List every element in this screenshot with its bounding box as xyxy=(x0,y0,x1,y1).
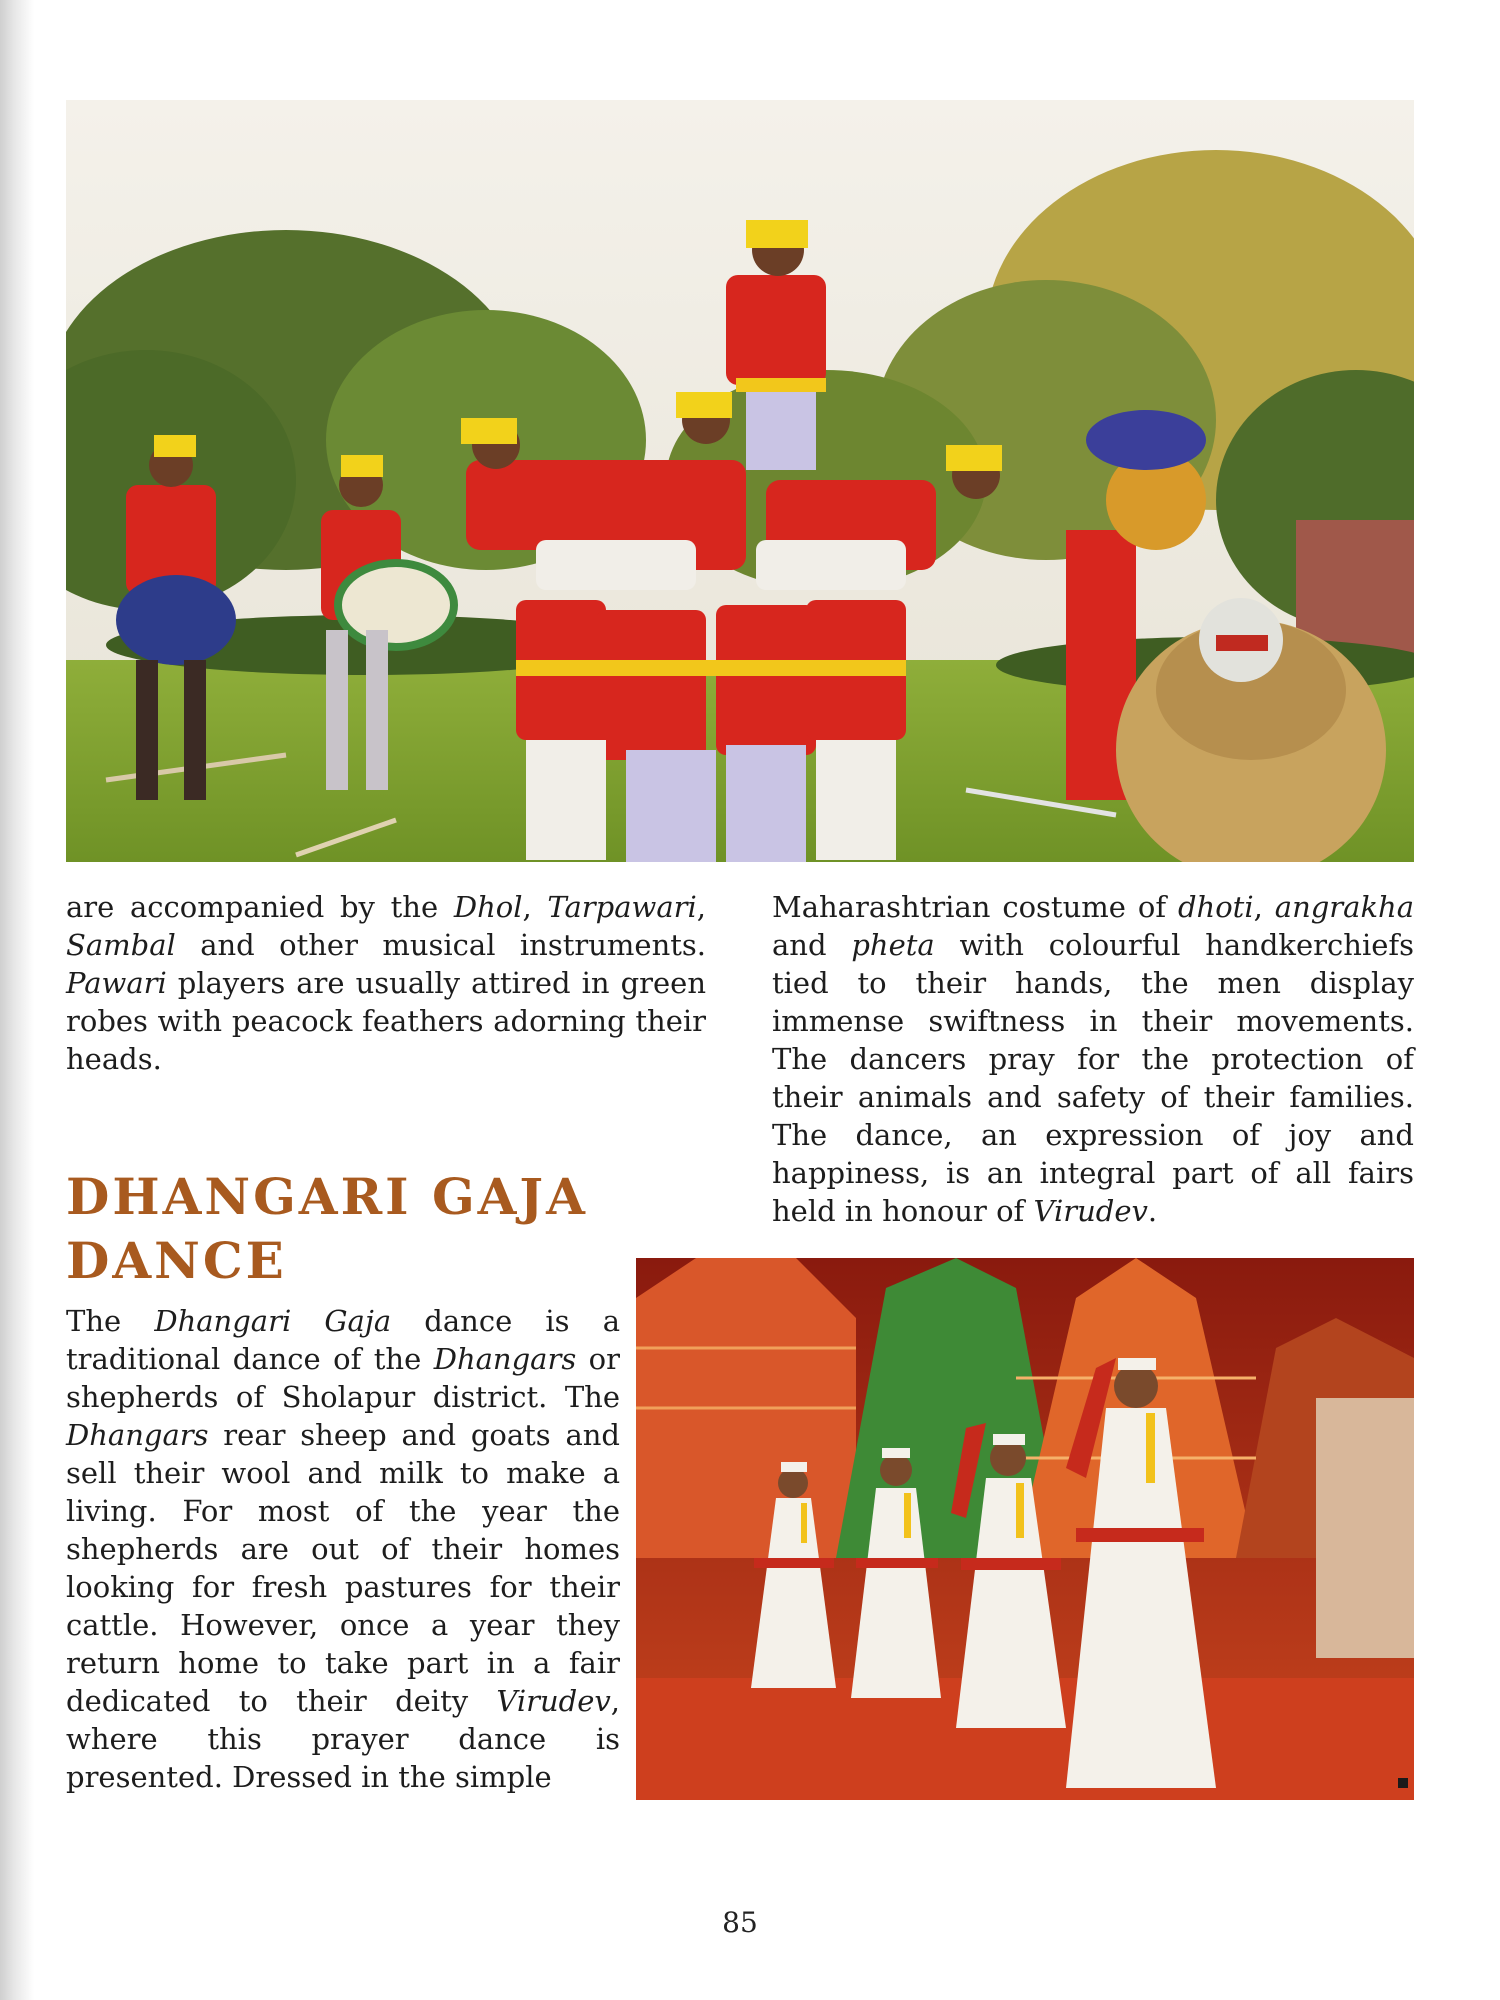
top-photo-illustration xyxy=(66,100,1414,862)
top-photo xyxy=(66,100,1414,862)
right-column-paragraph: Maharashtrian costume of dhoti, angrakha and pheta with colourful handkerchiefs tied to their hands, the men display immense swiftness in their movements. The dancers pray for the protection of their animals and safety of their families. The dance, an expression of joy and happiness, is an integral part of all fairs held in honour of Virudev. xyxy=(772,890,1415,1228)
section-heading-line-1: DHANGARI GAJA xyxy=(66,1167,588,1226)
section-heading-line-2: DANCE xyxy=(66,1231,287,1290)
section-heading xyxy=(66,1165,666,1293)
right-column-text xyxy=(772,888,1414,1230)
page-number: 85 xyxy=(722,1906,758,1939)
left-column-top-paragraph: are accompanied by the Dhol, Tarpawari, Sambal and other musical instruments. Pawari players are usually attired in green robes with peacock feathers adorning their heads. xyxy=(66,890,706,1076)
left-column-bottom-paragraph: The Dhangari Gaja dance is a traditional dance of the Dhangars or shepherds of Sholapur district. The Dhangars rear sheep and goats and sell their wool and milk to make a living. For most of the year the shepherds are out of their homes looking for fresh pastures for their cattle. However, once a year they return home to take part in a fair dedicated to their deity Virudev, where this prayer dance is presented. Dressed in the simple xyxy=(66,1304,620,1794)
page-gutter-shadow xyxy=(0,0,34,2000)
bottom-photo-illustration xyxy=(636,1258,1414,1800)
left-column-top-text xyxy=(66,888,706,1078)
left-column-bottom-text xyxy=(66,1302,620,1796)
bottom-photo xyxy=(636,1258,1414,1800)
